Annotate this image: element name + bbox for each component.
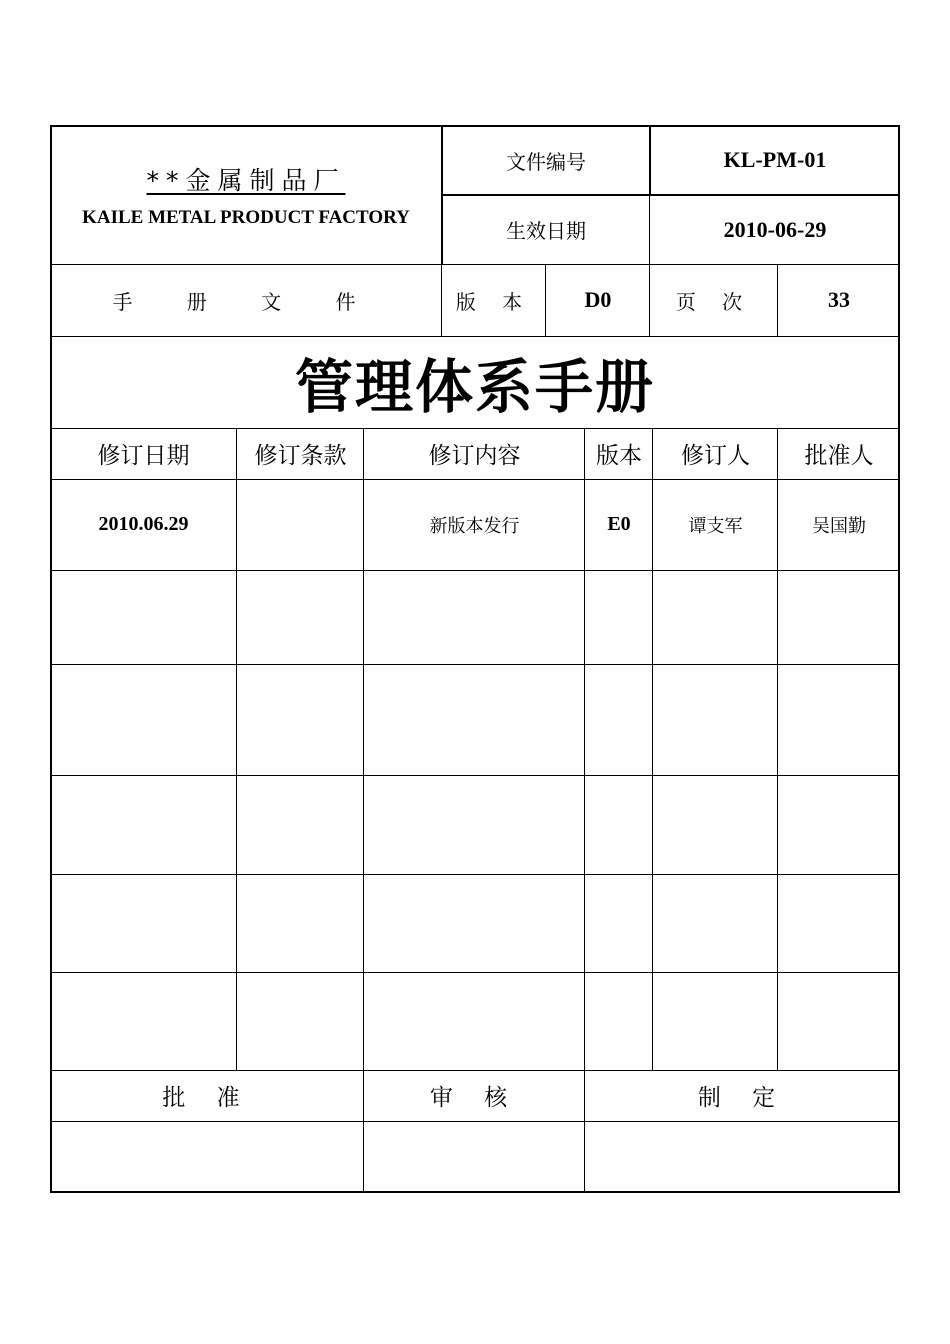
table-cell-content: [364, 570, 585, 664]
table-cell-clause: [237, 874, 364, 972]
factory-name-cn: **金属制品厂: [146, 165, 346, 195]
divider: [50, 264, 900, 265]
table-cell-clause: [237, 664, 364, 775]
approve-label: 批 准: [162, 1085, 252, 1111]
table-cell-clause: [237, 570, 364, 664]
table-cell-content: [364, 775, 585, 874]
divider: [50, 336, 900, 337]
divider: [441, 264, 442, 336]
divider: [50, 479, 900, 480]
table-cell-clause: [237, 775, 364, 874]
table-cell-version: [585, 972, 653, 1070]
table-cell-reviser: [653, 874, 778, 972]
document-form: [50, 125, 900, 1193]
table-cell-content: 新版本发行: [429, 515, 520, 537]
divider: [236, 428, 237, 1070]
table-cell-approver: [778, 570, 900, 664]
table-cell-date: [50, 570, 237, 664]
divider: [777, 428, 778, 1070]
version-value: D0: [584, 287, 612, 312]
column-header-version: 版本: [596, 443, 642, 469]
border-top: [50, 125, 900, 127]
approve-signature-field: [50, 1121, 364, 1193]
column-header-revision-content: 修订内容: [428, 443, 521, 469]
column-header-reviser: 修订人: [681, 443, 750, 469]
divider: [652, 428, 653, 1070]
table-cell-clause: [237, 972, 364, 1070]
prepare-signature-field: [585, 1121, 900, 1193]
table-cell-date: 2010.06.29: [98, 513, 189, 535]
table-cell-date: [50, 775, 237, 874]
doc-number-value: KL-PM-01: [723, 147, 827, 172]
table-cell-version: [585, 570, 653, 664]
divider: [50, 1121, 900, 1122]
table-cell-date: [50, 874, 237, 972]
table-cell-version: [585, 664, 653, 775]
divider: [584, 428, 585, 1193]
review-signature-field: [364, 1121, 585, 1193]
table-cell-approver: [778, 775, 900, 874]
table-cell-content: [364, 664, 585, 775]
table-cell-reviser: [653, 570, 778, 664]
table-cell-reviser: 谭支军: [688, 515, 743, 537]
table-cell-date: [50, 972, 237, 1070]
effective-date-label: 生效日期: [506, 219, 586, 243]
table-cell-version: [585, 775, 653, 874]
version-label: 版 本: [455, 289, 533, 314]
table-cell-version: [585, 874, 653, 972]
divider: [363, 428, 364, 1193]
divider: [442, 194, 900, 196]
border-right: [898, 125, 900, 1193]
divider: [50, 664, 900, 665]
divider: [545, 264, 546, 336]
divider: [50, 775, 900, 776]
prepare-label: 制 定: [697, 1085, 788, 1111]
review-label: 审 核: [429, 1085, 520, 1111]
border-bottom: [50, 1191, 900, 1193]
column-header-revision-date: 修订日期: [97, 443, 190, 469]
divider: [777, 264, 778, 336]
table-cell-approver: [778, 972, 900, 1070]
divider: [649, 125, 651, 195]
table-cell-reviser: [653, 972, 778, 1070]
column-header-approver: 批准人: [804, 443, 874, 469]
table-cell-content: [364, 874, 585, 972]
table-cell-reviser: [653, 664, 778, 775]
divider: [50, 1070, 900, 1071]
column-header-revision-clause: 修订条款: [254, 443, 347, 469]
manual-document-label: 手 册 文 件: [112, 289, 380, 314]
divider: [50, 428, 900, 429]
table-cell-approver: [778, 664, 900, 775]
page-label: 页 次: [675, 289, 753, 314]
page-value: 33: [828, 287, 850, 312]
factory-name-en: KAILE METAL PRODUCT FACTORY: [82, 206, 410, 228]
manual-title: 管理体系手册: [294, 353, 655, 421]
table-cell-approver: 吴国勤: [812, 515, 866, 537]
divider: [50, 570, 900, 571]
table-cell-date: [50, 664, 237, 775]
table-cell-version: E0: [607, 513, 631, 535]
divider: [649, 195, 650, 336]
table-cell-reviser: [653, 775, 778, 874]
effective-date-value: 2010-06-29: [723, 216, 827, 242]
table-cell-content: [364, 972, 585, 1070]
divider: [50, 874, 900, 875]
divider: [50, 972, 900, 973]
table-cell-approver: [778, 874, 900, 972]
factory-name-cell: [50, 125, 442, 264]
table-cell-clause: [237, 479, 364, 570]
doc-number-label: 文件编号: [506, 149, 586, 174]
border-left: [50, 125, 52, 1193]
